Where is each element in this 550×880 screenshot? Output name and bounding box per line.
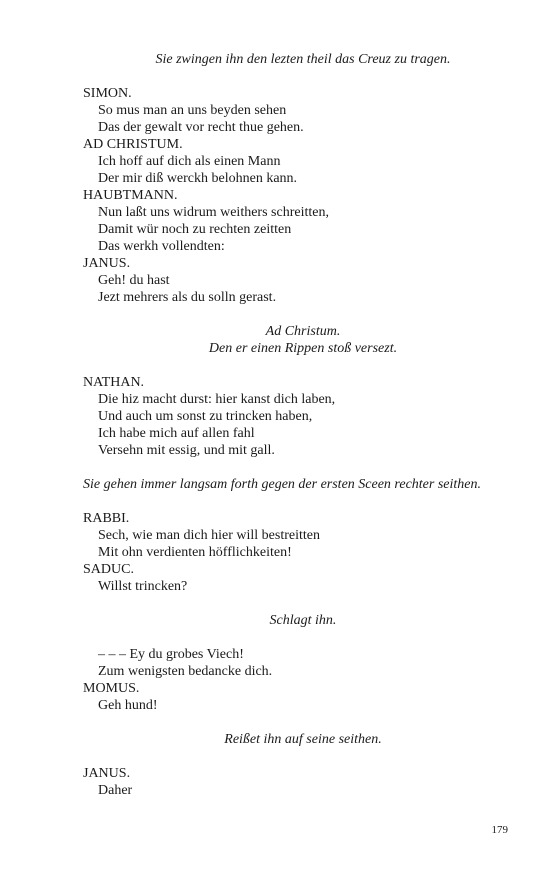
verse-line: Damit wür noch zu rechten zeitten (98, 222, 292, 237)
speaker-name: NATHAN. (83, 375, 145, 390)
verse-line: Versehn mit essig, und mit gall. (98, 443, 275, 458)
speaker-name: AD CHRISTUM. (83, 137, 183, 152)
verse-line: Der mir diß werckh belohnen kann. (98, 171, 298, 186)
stage-direction: Reißet ihn auf seine seithen. (224, 732, 382, 747)
speaker-name: JANUS. (83, 256, 131, 271)
verse-line: Und auch um sonst zu trincken haben, (98, 409, 313, 424)
stage-direction: Den er einen Rippen stoß versezt. (208, 341, 398, 356)
verse-line: Geh! du hast (98, 273, 170, 288)
verse-line: Das der gewalt vor recht thue gehen. (98, 120, 304, 135)
speaker-name: RABBI. (83, 511, 130, 526)
speaker-name: HAUBTMANN. (83, 188, 178, 203)
dialogue-block (83, 85, 523, 306)
stage-direction: Sie zwingen ihn den lezten theil das Creuz zu tragen. (155, 52, 451, 67)
dialogue-block (83, 374, 523, 459)
verse-line: So mus man an uns beyden sehen (98, 103, 287, 118)
speaker-name: SIMON. (83, 86, 132, 101)
stage-direction: Sie gehen immer langsam forth gegen der ersten Sceen rechter seithen. (83, 477, 481, 492)
verse-line: Sech, wie man dich hier will bestreitten (98, 528, 320, 543)
verse-line: Daher (98, 783, 133, 798)
verse-line: – – – Ey du grobes Viech! (98, 647, 244, 662)
verse-line: Ich hoff auf dich als einen Mann (98, 154, 281, 169)
speaker-name: MOMUS. (83, 681, 140, 696)
verse-line: Jezt mehrers als du solln gerast. (98, 290, 277, 305)
dialogue-block (83, 680, 523, 714)
verse-line: Die hiz macht durst: hier kanst dich laben, (98, 392, 336, 407)
page-number: 179 (491, 824, 508, 836)
speaker-name: SADUC. (83, 562, 134, 577)
verse-line: Das werkh vollendten: (98, 239, 225, 254)
stage-direction: Schlagt ihn. (269, 613, 337, 628)
verse-line: Geh hund! (98, 698, 158, 713)
dialogue-block (83, 765, 523, 799)
verse-line: Mit ohn verdienten höfflichkeiten! (98, 545, 292, 560)
verse-line: Nun laßt uns widrum weithers schreitten, (98, 205, 329, 220)
dialogue-block (83, 510, 523, 595)
verse-line: Zum wenigsten bedancke dich. (98, 664, 273, 679)
verse-line: Willst trincken? (98, 579, 188, 594)
stage-direction: Ad Christum. (265, 324, 341, 339)
speaker-name: JANUS. (83, 766, 131, 781)
page-body (83, 51, 523, 799)
verse-line: Ich habe mich auf allen fahl (98, 426, 255, 441)
